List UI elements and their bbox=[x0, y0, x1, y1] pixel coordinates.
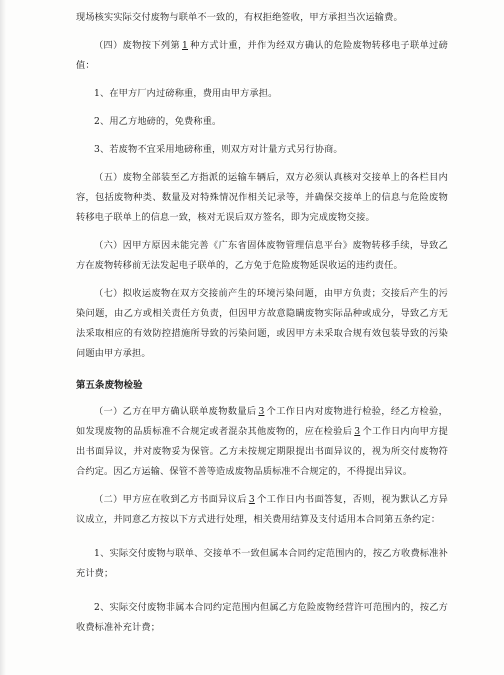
text-segment: （四）废物按下列第 bbox=[94, 40, 180, 51]
paragraph-delivery-mismatch: 现场核实实际交付废物与联单不一致的，有权拒绝签收，甲方承担当次运输费。 bbox=[76, 12, 403, 23]
text-segment: 个工作日内向甲方提出书面异议，并对废物妥为保管。乙方未按规定期限提出书面异议的，视为所交付废物符合约定。因乙方运输、保管不善等造成废物品质标准不合规定的，不得提出异议。 bbox=[76, 426, 448, 477]
paragraph-weighing-method bbox=[76, 36, 448, 76]
filled-blank-method-number: 1 bbox=[182, 40, 188, 51]
text-segment: （一）乙方在甲方确认联单废物数量后 bbox=[94, 406, 257, 417]
paragraph-objection-reply bbox=[76, 490, 448, 530]
text-segment: 个工作日内书面答复，否则，视为默认乙方异议成立，并同意乙方按以下方式进行处理，相关费用结算及支付适用本合同第五条约定： bbox=[76, 494, 448, 525]
filled-blank-days-1: 3 bbox=[258, 406, 265, 417]
paragraph-settlement-1: 1、实际交付废物与联单、交接单不一致但属本合同约定范围内的，按乙方收费标准补充计费； bbox=[76, 548, 448, 579]
text-segment: （二）甲方应在收到乙方书面异议后 bbox=[94, 494, 247, 505]
paragraph-weighing-option-1: 1、在甲方厂内过磅称重，费用由甲方承担。 bbox=[94, 88, 278, 99]
paragraph-transfer-procedure: （六）因甲方原因未能完善《广东省固体废物管理信息平台》废物转移手续，导致乙方在废物转移前无法发起电子联单的，乙方免于危险废物延误收运的违约责任。 bbox=[76, 240, 448, 271]
paragraph-settlement-2: 2、实际交付废物非属本合同约定范围内但属乙方危险废物经营许可范围内的，按乙方收费标准补充计费； bbox=[76, 602, 448, 633]
filled-blank-days-2: 3 bbox=[354, 426, 361, 437]
paragraph-inspection bbox=[76, 402, 448, 482]
paragraph-weighing-option-3: 3、若废物不宜采用地磅称重，则双方对计量方式另行协商。 bbox=[94, 144, 343, 155]
filled-blank-days-3: 3 bbox=[248, 494, 255, 505]
text-segment: 个工作日内对废物进行检验，经乙方检验，如发现废物的品质标准不合规定或者混杂其他废物的，应在检验后 bbox=[76, 406, 448, 437]
text-segment: 种方式计重，并作为经双方确认的危险废物转移电子联单过磅值： bbox=[76, 40, 448, 71]
paragraph-handover: （五）废物全部装至乙方指派的运输车辆后，双方必须认真核对交接单上的各栏目内容，包括废物种类、数量及对特殊情况作相关记录等，并确保交接单上的信息与危险废物转移电子联单上的信息一致，核对无误后双方签名，即为完成废物交接。 bbox=[76, 172, 448, 223]
paragraph-pollution-liability: （七）拟收运废物在双方交接前产生的环境污染问题，由甲方负责；交接后产生的污染问题，由乙方或相关责任方负责，但因甲方故意隐瞒废物实际品种或成分，导致乙方无法采取相应的有效防控措施所导致的污染问题，或因甲方未采取合规有效包装导致的污染问题由甲方承担。 bbox=[76, 288, 448, 359]
paragraph-weighing-option-2: 2、用乙方地磅的，免费称重。 bbox=[94, 116, 222, 127]
section-heading-article-5: 第五条废物检验 bbox=[76, 380, 143, 391]
